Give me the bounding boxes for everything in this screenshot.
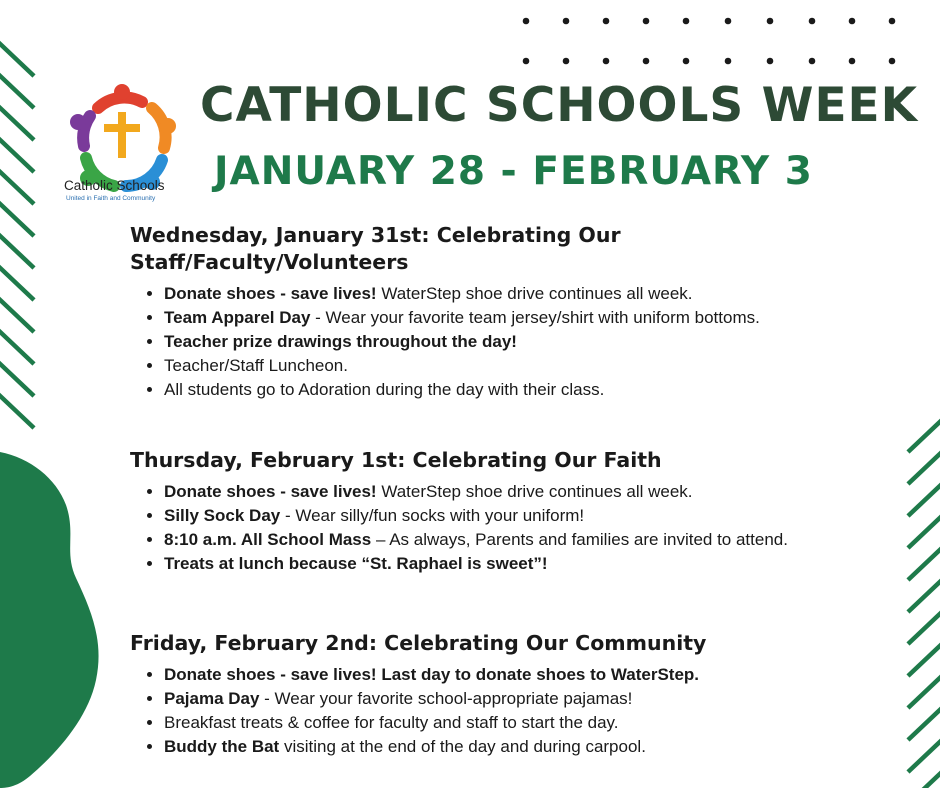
list-item [164,552,830,576]
day-heading: Thursday, February 1st: Celebrating Our Faith [130,448,662,472]
item-bold: Buddy the Bat [164,737,280,756]
list-item [164,528,830,552]
page-title: CATHOLIC SCHOOLS WEEK [200,78,919,133]
item-text: Teacher/Staff Luncheon. [164,356,348,375]
item-text: Breakfast treats & coffee for faculty and staff to start the day. [164,713,619,732]
day-list [130,480,830,576]
logo-name: Catholic Schools [64,178,165,193]
item-bold: Team Apparel Day [164,308,311,327]
list-item [164,354,830,378]
day-section-wednesday [130,222,830,402]
item-text: visiting at the end of the day and during carpool. [279,737,646,756]
day-heading: Wednesday, January 31st: Celebrating Our Staff/Faculty/Volunteers [130,223,621,274]
left-stripes-decoration [0,40,34,428]
list-item [164,735,830,759]
day-section-friday [130,630,830,759]
item-text: WaterStep shoe drive continues all week. [376,284,693,303]
item-text: WaterStep shoe drive continues all week. [376,482,693,501]
list-item [164,663,830,687]
right-stripes-decoration [908,418,940,788]
day-section-thursday [130,447,830,576]
item-bold: Donate shoes - save lives! Last day to donate shoes to WaterStep. [164,665,700,684]
item-bold: Pajama Day [164,689,260,708]
day-list [130,282,830,402]
item-bold: Donate shoes - save lives! [164,284,377,303]
item-text: All students go to Adoration during the day with their class. [164,380,605,399]
item-text: - Wear your favorite school-appropriate pajamas! [259,689,633,708]
list-item [164,330,830,354]
item-text: – As always, Parents and families are invited to attend. [371,530,788,549]
item-bold: Treats at lunch because “St. Raphael is sweet”! [164,554,548,573]
item-bold: Donate shoes - save lives! [164,482,377,501]
item-text: - Wear silly/fun socks with your uniform! [280,506,585,525]
item-bold: Teacher prize drawings throughout the day! [164,332,517,351]
list-item [164,687,830,711]
green-blob-decoration [0,452,99,788]
item-text: - Wear your favorite team jersey/shirt with uniform bottoms. [310,308,760,327]
list-item [164,306,830,330]
list-item [164,504,830,528]
list-item [164,282,830,306]
item-bold: 8:10 a.m. All School Mass [164,530,372,549]
list-item [164,711,830,735]
list-item [164,378,830,402]
day-list [130,663,830,759]
list-item [164,480,830,504]
day-heading: Friday, February 2nd: Celebrating Our Community [130,631,707,655]
page-subtitle: JANUARY 28 - FEBRUARY 3 [214,149,813,194]
logo-tagline: United in Faith and Community [66,195,156,202]
item-bold: Silly Sock Day [164,506,281,525]
dot-grid-decoration [523,18,896,65]
